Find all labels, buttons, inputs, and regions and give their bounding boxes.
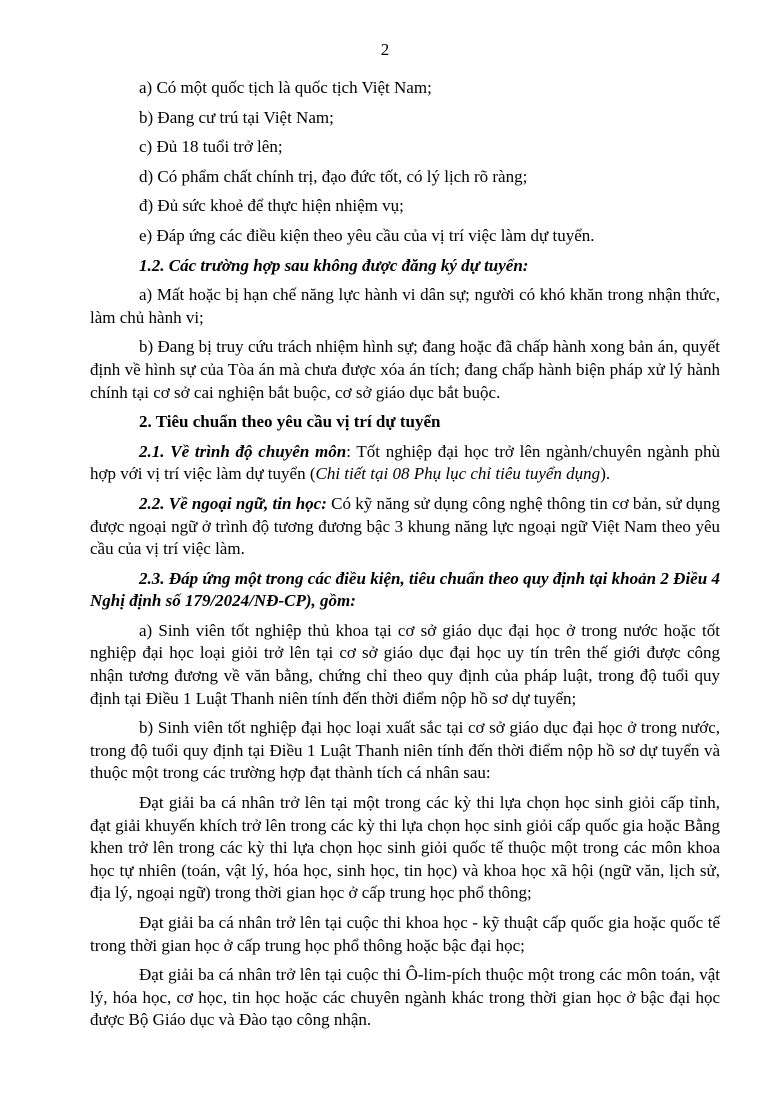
section-1-2-item-b: b) Đang bị truy cứu trách nhiệm hình sự; đang hoặc đã chấp hành xong bản án, quyết định về hình sự của Tòa án mà chưa được xóa án tích; đang chấp hành biện pháp xử lý hành chính tại cơ sở cai nghiện bắt buộc, cơ sở giáo dục bắt buộc. (90, 337, 720, 402)
section-2-3-item-a: a) Sinh viên tốt nghiệp thủ khoa tại cơ sở giáo dục đại học ở trong nước hoặc tốt nghiệp đại học loại giỏi trở lên tại cơ sở giáo dục đại học uy tín trên thế giới được công nhận tương đương về văn bằng, chứng chỉ theo quy định của pháp luật, trong độ tuổi quy định tại Điều 1 Luật Thanh niên tính đến thời điểm nộp hồ sơ dự tuyển; (90, 620, 720, 708)
section-2-1-text: : Tốt nghiệp đại học trở lên ngành/chuyên ngành phù hợp với vị trí việc làm dự tuyển ( (90, 441, 720, 484)
section-2-1-note: Chi tiết tại 08 Phụ lục chỉ tiêu tuyển dụng (315, 464, 601, 484)
criterion-d: d) Có phẩm chất chính trị, đạo đức tốt, có lý lịch rõ ràng; (139, 166, 528, 186)
section-2-3-achievement-1: Đạt giải ba cá nhân trở lên tại một trong các kỳ thi lựa chọn học sinh giỏi cấp tỉnh, đạt giải khuyến khích trở lên trong các kỳ thi lựa chọn học sinh giỏi cấp quốc gia hoặc Bằng khen trở lên trong các kỳ thi lựa chọn học sinh giỏi quốc tế thuộc một trong các môn khoa học tự nhiên (toán, vật lý, hóa học, sinh học, tin học) và khoa học xã hội (ngữ văn, lịch sử, địa lý, ngoại ngữ) trong thời gian học ở cấp trung học phổ thông; (90, 793, 720, 903)
criterion-e: e) Đáp ứng các điều kiện theo yêu cầu của vị trí việc làm dự tuyển. (139, 225, 595, 245)
section-2-heading: 2. Tiêu chuẩn theo yêu cầu vị trí dự tuyển (139, 412, 441, 432)
section-2-3-item-b: b) Sinh viên tốt nghiệp đại học loại xuất sắc tại cơ sở giáo dục đại học ở trong nước, trong độ tuổi quy định tại Điều 1 Luật Thanh niên tính đến thời điểm nộp hồ sơ dự tuyển và thuộc một trong các trường hợp đạt thành tích cá nhân sau: (90, 718, 720, 783)
section-2-3-heading: 2.3. Đáp ứng một trong các điều kiện, tiêu chuẩn theo quy định tại khoản 2 Điều 4 Nghị định số 179/2024/NĐ-CP), gồm: (90, 568, 720, 611)
section-2-2-text: Có kỹ năng sử dụng công nghệ thông tin cơ bản, sử dụng được ngoại ngữ ở trình độ tương đương bậc 3 khung năng lực ngoại ngữ Việt Nam theo yêu cầu của vị trí việc làm. (90, 493, 720, 559)
section-2-2-label: 2.2. Về ngoại ngữ, tin học: (139, 493, 327, 513)
section-2-1-paragraph (90, 441, 720, 486)
criterion-a: a) Có một quốc tịch là quốc tịch Việt Nam; (139, 78, 432, 97)
section-2-3-achievement-3: Đạt giải ba cá nhân trở lên tại cuộc thi Ô-lim-pích thuộc một trong các môn toán, vật lý, hóa học, cơ học, tin học hoặc các chuyên ngành khác trong thời gian học ở bậc đại học được Bộ Giáo dục và Đào tạo công nhận. (90, 965, 720, 1030)
section-2-3-achievement-2: Đạt giải ba cá nhân trở lên tại cuộc thi khoa học - kỹ thuật cấp quốc gia hoặc quốc tế trong thời gian học ở cấp trung học phổ thông hoặc bậc đại học; (90, 913, 720, 955)
section-2-1-label: 2.1. Về trình độ chuyên môn (139, 441, 347, 461)
section-2-1-close: ). (600, 464, 611, 484)
section-1-2-heading: 1.2. Các trường hợp sau không được đăng ký dự tuyển: (139, 255, 529, 275)
page-content (90, 77, 720, 1039)
criterion-dd: đ) Đủ sức khoẻ để thực hiện nhiệm vụ; (139, 196, 404, 216)
page-number: 2 (380, 40, 390, 59)
criterion-b: b) Đang cư trú tại Việt Nam; (139, 107, 334, 127)
section-2-2-paragraph (90, 493, 720, 561)
criterion-c: c) Đủ 18 tuổi trở lên; (139, 137, 283, 157)
section-1-2-item-a: a) Mất hoặc bị hạn chế năng lực hành vi dân sự; người có khó khăn trong nhận thức, làm chủ hành vi; (90, 285, 720, 327)
